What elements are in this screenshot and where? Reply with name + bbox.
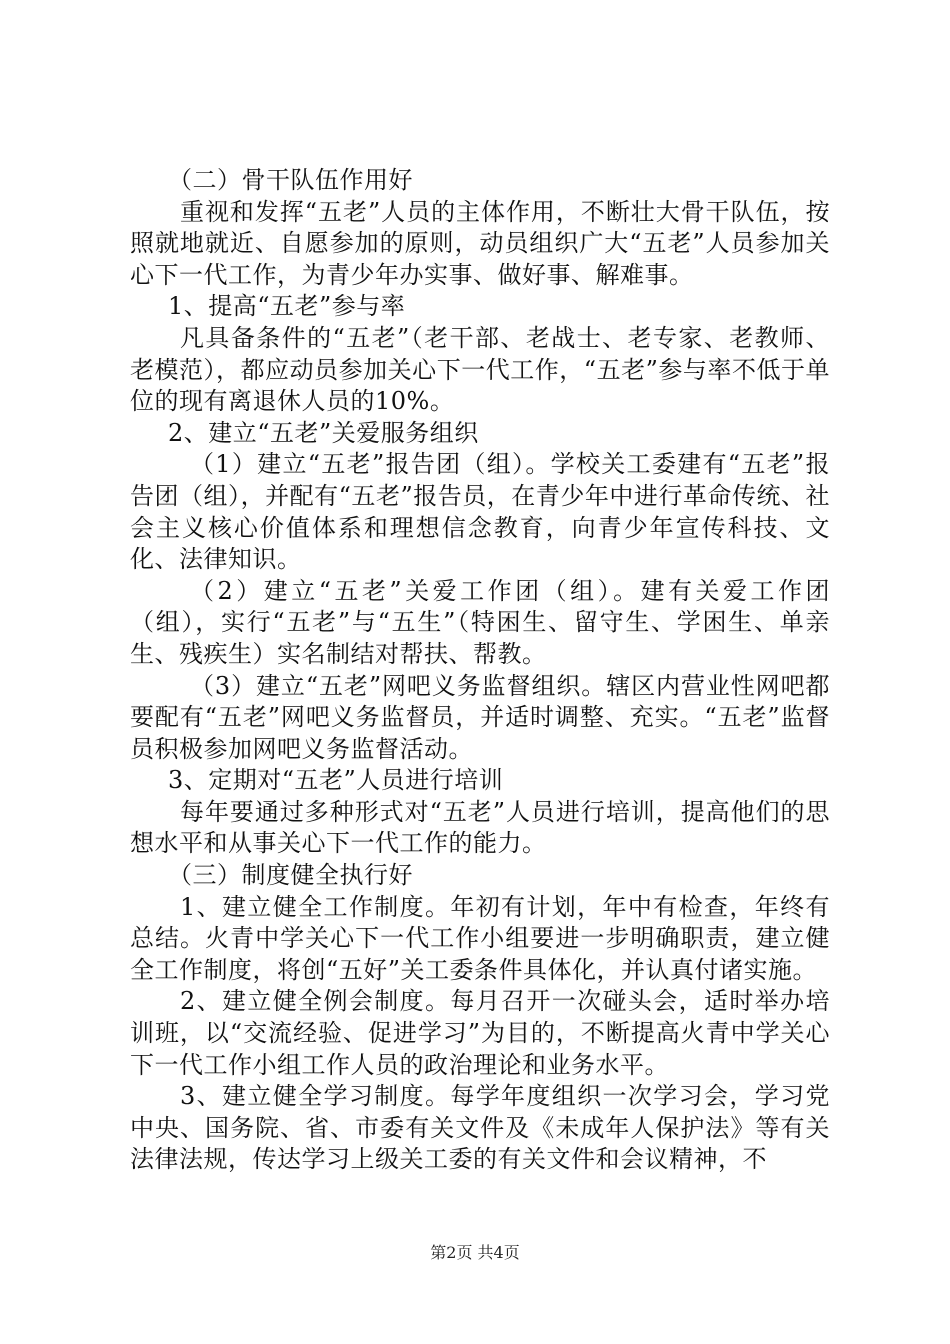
subheading: 3、定期对“五老”人员进行培训 [168, 766, 504, 795]
paragraph: 3、建立健全学习制度。每学年度组织一次学习会，学习党中央、国务院、省、市委有关文件及《未成年人保护法》等有关法律法规，传达学习上级关工委的有关文件和会议精神，不 [130, 1082, 830, 1174]
list-paragraph: （3）建立“五老”网吧义务监督组织。辖区内营业性网吧都要配有“五老”网吧义务监督员，并适时调整、充实。“五老”监督员积极参加网吧义务监督活动。 [130, 671, 830, 763]
list-paragraph: （2）建立“五老”关爱工作团（组）。建有关爱工作团（组），实行“五老”与“五生”（特困生、留守生、学困生、单亲生、残疾生）实名制结对帮扶、帮教。 [130, 576, 830, 668]
paragraph: 1、建立健全工作制度。年初有计划，年中有检查，年终有总结。火青中学关心下一代工作小组要进一步明确职责，建立健全工作制度，将创“五好”关工委条件具体化，并认真付诸实施。 [130, 892, 830, 984]
paragraph: 重视和发挥“五老”人员的主体作用，不断壮大骨干队伍，按照就地就近、自愿参加的原则，动员组织广大“五老”人员参加关心下一代工作，为青少年办实事、做好事、解难事。 [130, 197, 830, 289]
section-heading-2: （二）骨干队伍作用好 [168, 166, 413, 194]
subheading: 1、提高“五老”参与率 [168, 292, 406, 321]
page-number-footer: 第2页 共4页 [430, 1243, 520, 1262]
list-paragraph: （1）建立“五老”报告团（组）。学校关工委建有“五老”报告团（组），并配有“五老”报告员，在青少年中进行革命传统、社会主义核心价值体系和理想信念教育，向青少年宣传科技、文化、法律知识。 [130, 450, 830, 574]
document-body [130, 165, 830, 1176]
paragraph: 每年要通过多种形式对“五老”人员进行培训，提高他们的思想水平和从事关心下一代工作的能力。 [130, 797, 830, 858]
subheading: 2、建立“五老”关爱服务组织 [168, 418, 479, 447]
section-heading-3: （三）制度健全执行好 [168, 861, 413, 890]
paragraph: 2、建立健全例会制度。每月召开一次碰头会，适时举办培训班，以“交流经验、促进学习”为目的，不断提高火青中学关心下一代工作小组工作人员的政治理论和业务水平。 [130, 987, 830, 1079]
paragraph: 凡具备条件的“五老”（老干部、老战士、老专家、老教师、老模范），都应动员参加关心下一代工作，“五老”参与率不低于单位的现有离退休人员的10%。 [130, 323, 830, 416]
